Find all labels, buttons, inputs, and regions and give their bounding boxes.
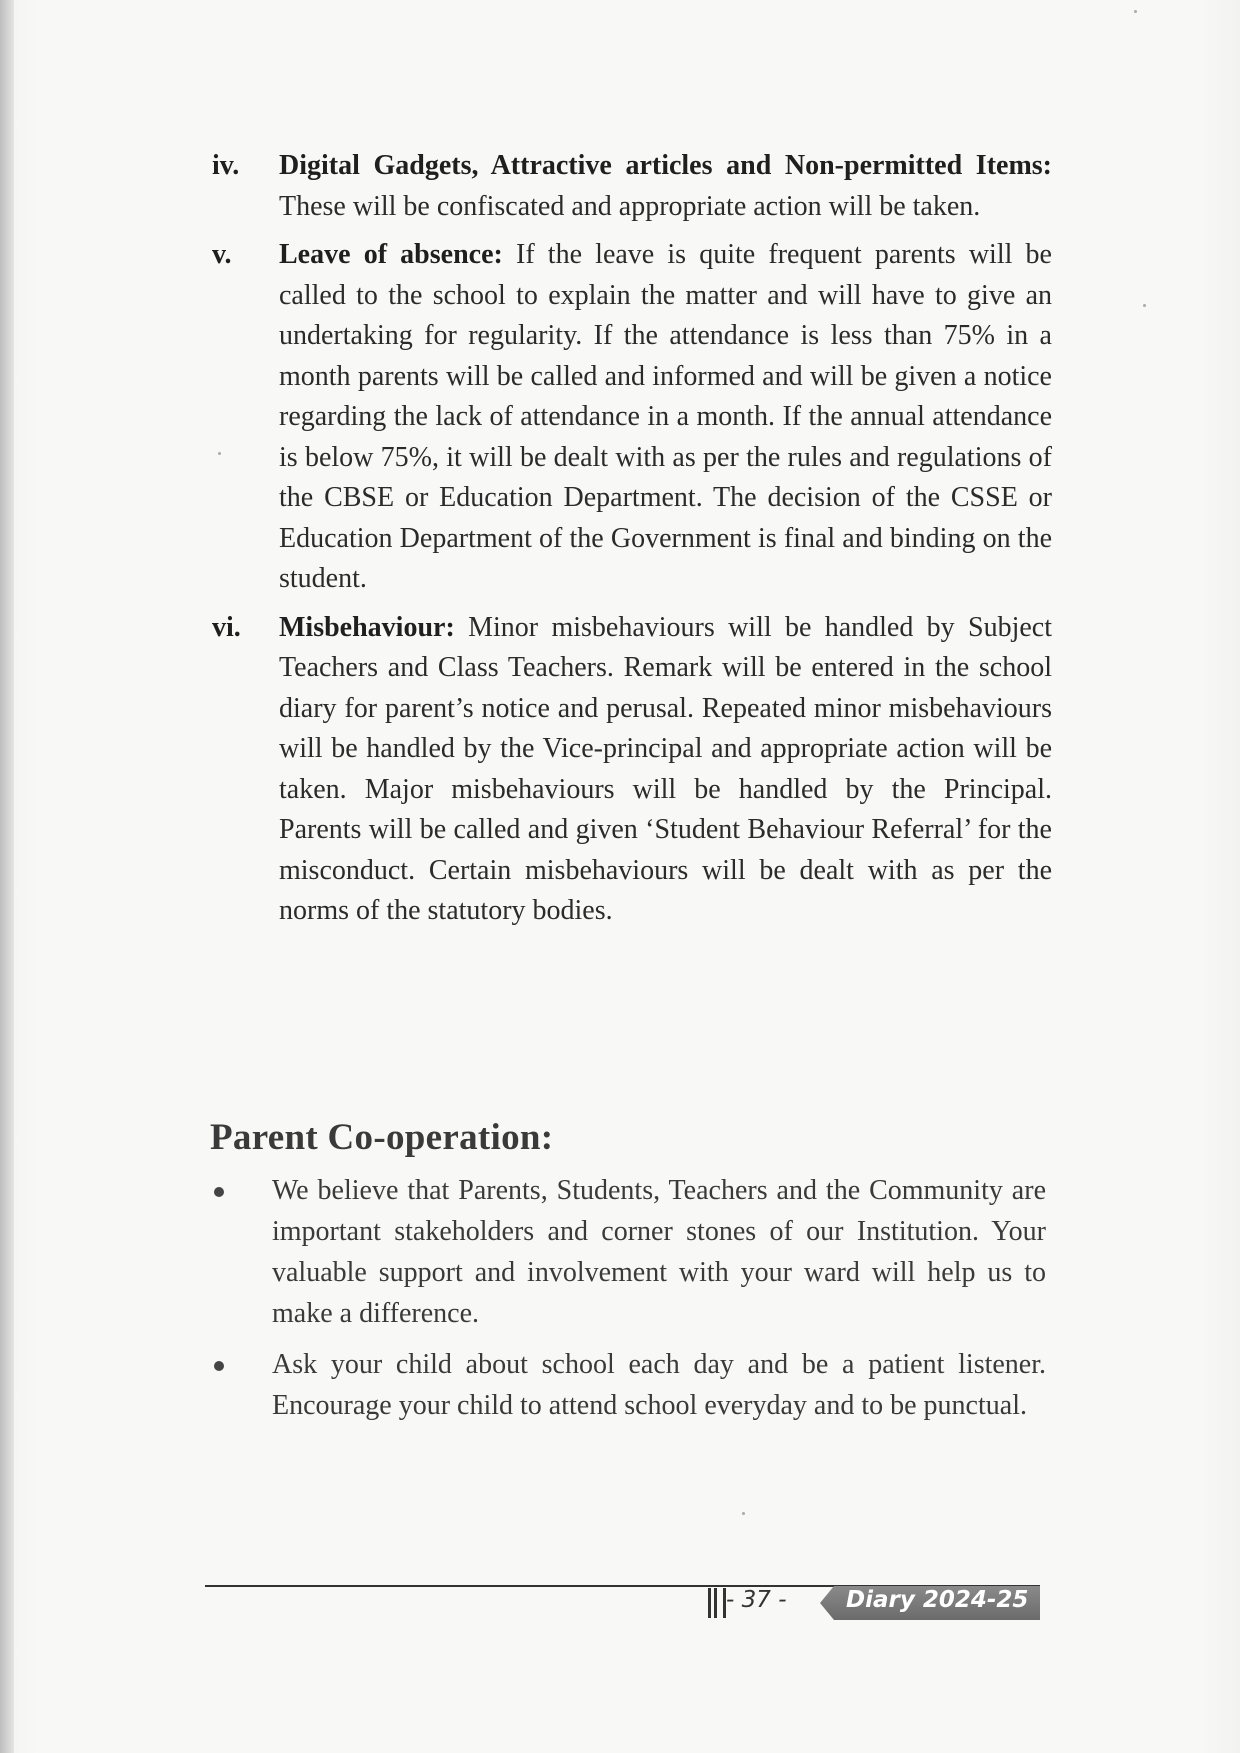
bullet-text: We believe that Parents, Students, Teachers and the Community are important stakeholders and corner stones of our Institution. Your valuable support and involvement with your ward will help us to make a difference. xyxy=(272,1175,1046,1329)
bullet-text: Ask your child about school each day and be a patient listener. Encourage your child to attend school everyday and to be punctual. xyxy=(272,1349,1046,1421)
rule-number: v. xyxy=(212,239,232,270)
bullet-icon xyxy=(214,1187,224,1197)
list-item xyxy=(210,1170,1046,1334)
rule-item-iv xyxy=(212,146,1052,227)
page-number: - 37 - xyxy=(726,1587,787,1613)
rule-text: Minor misbehaviours will be handled by Subject Teachers and Class Teachers. Remark will be entered in the school diary for parent’s notice and perusal. Repeated minor misbehaviours will be handled by the Vice-principal and appropriate action will be taken. Major misbehaviours will be handled by the Principal. Parents will be called and given ‘Student Behaviour Referral’ for the misconduct. Certain misbehaviours will be dealt with as per the norms of the statutory bodies. xyxy=(279,611,1052,926)
rule-title: Digital Gadgets, Attractive articles and Non-permitted Items: xyxy=(279,150,1052,181)
cooperation-bullet-list xyxy=(210,1170,1046,1436)
scan-speck xyxy=(218,452,221,455)
diary-label: Diary 2024-25 xyxy=(846,1587,1029,1613)
list-item xyxy=(210,1344,1046,1426)
rule-title: Misbehaviour: xyxy=(279,611,455,643)
rule-item-v xyxy=(212,235,1052,600)
rules-list xyxy=(212,146,1052,940)
rule-item-vi xyxy=(212,608,1052,932)
section-heading: Parent Co-operation: xyxy=(210,1117,554,1158)
rule-text: These will be confiscated and appropriate action will be taken. xyxy=(279,190,981,222)
rule-number: vi. xyxy=(212,611,241,643)
rule-title: Leave of absence: xyxy=(279,239,503,270)
scan-edge-shadow xyxy=(0,0,14,1753)
rule-number: iv. xyxy=(212,150,240,181)
scan-speck xyxy=(1143,304,1146,307)
footer-bars-icon xyxy=(708,1588,726,1618)
bullet-icon xyxy=(214,1361,224,1371)
rule-text: If the leave is quite frequent parents will be called to the school to explain the matter and will have to give an undertaking for regularity. If the attendance is less than 75% in a month parents will be called and informed and will be given a notice regarding the lack of attendance in a month. If the annual attendance is below 75%, it will be dealt with as per the rules and regulations of the CBSE or Education Department. The decision of the CSSE or Education Department of the Government is final and binding on the student. xyxy=(279,239,1052,594)
scan-speck xyxy=(1134,10,1137,13)
scan-speck xyxy=(742,1512,745,1515)
